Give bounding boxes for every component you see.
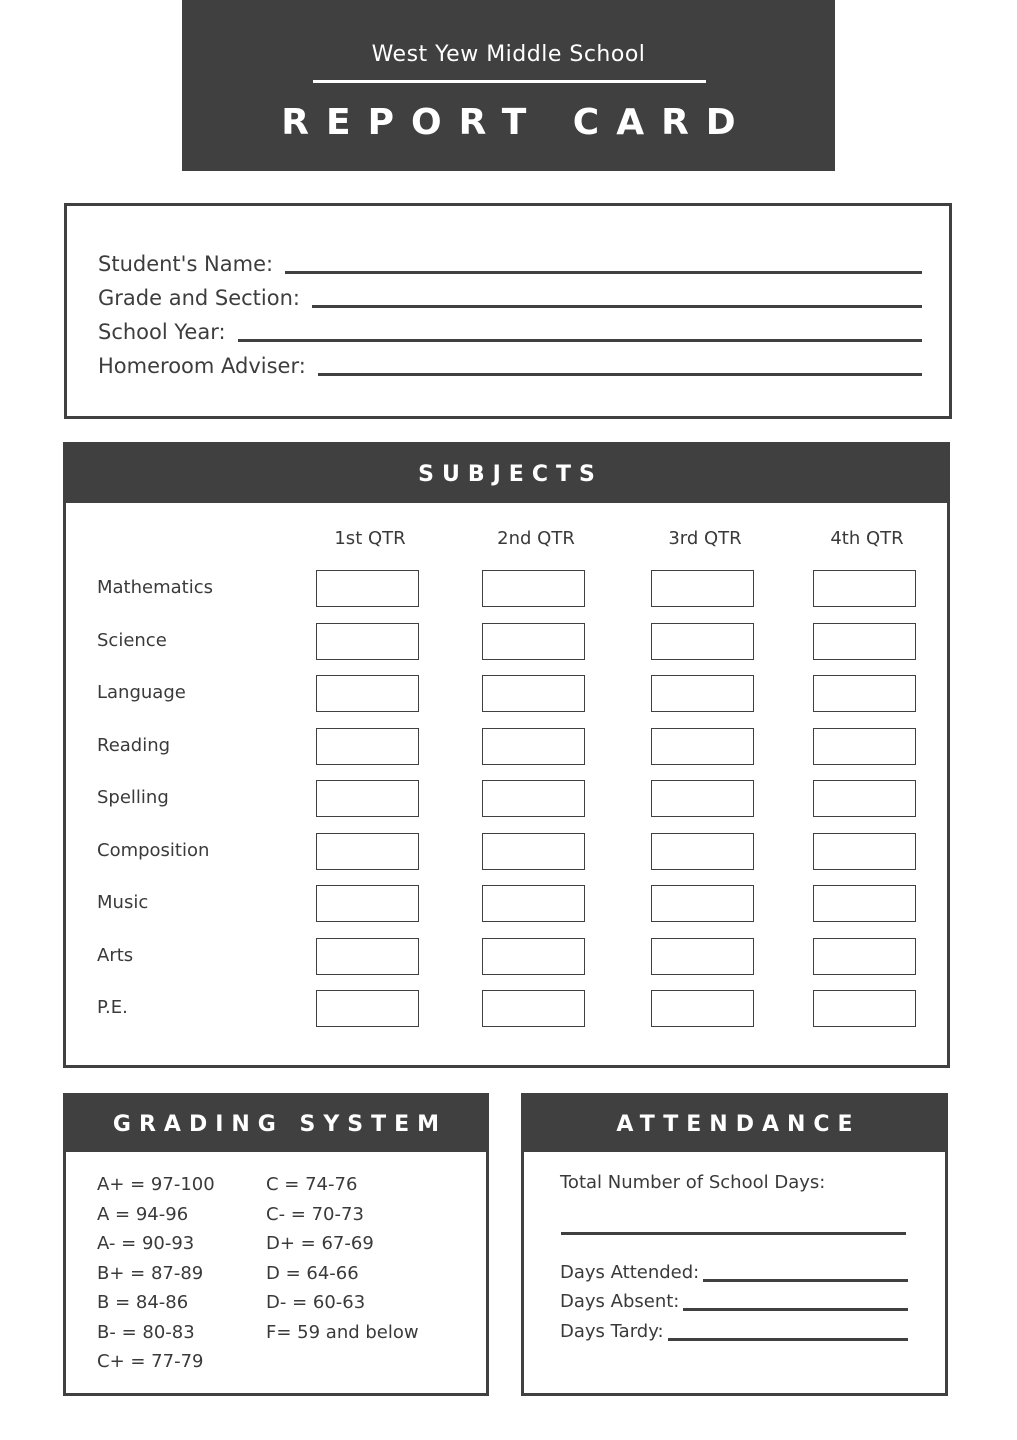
grade-box-science-q4[interactable] — [813, 623, 916, 660]
header-divider — [313, 80, 706, 83]
grade-box-reading-q3[interactable] — [651, 728, 754, 765]
subject-label-spelling: Spelling — [97, 787, 169, 808]
grade-box-science-q1[interactable] — [316, 623, 419, 660]
days-tardy-field[interactable] — [668, 1338, 908, 1341]
grade-box-mathematics-q1[interactable] — [316, 570, 419, 607]
subject-label-arts: Arts — [97, 944, 134, 966]
school-year-row — [98, 314, 922, 344]
grade-box-p-e-q2[interactable] — [482, 990, 585, 1027]
grade-box-arts-q2[interactable] — [482, 938, 585, 975]
grade-box-science-q3[interactable] — [651, 623, 754, 660]
subject-label-p-e: P.E. — [97, 997, 128, 1018]
grade-box-mathematics-q4[interactable] — [813, 570, 916, 607]
grade-box-spelling-q3[interactable] — [651, 780, 754, 817]
grade-box-music-q4[interactable] — [813, 885, 916, 922]
grade-box-spelling-q2[interactable] — [482, 780, 585, 817]
column-header-4th-qtr: 4th QTR — [830, 528, 904, 549]
grade-scale-entry: D- = 60-63 — [266, 1292, 366, 1313]
grade-scale-entry: C+ = 77-79 — [97, 1351, 204, 1372]
grade-box-language-q3[interactable] — [651, 675, 754, 712]
subjects-heading: SUBJECTS — [66, 445, 947, 503]
subject-label-language: Language — [97, 682, 186, 703]
grading-scale-left-column — [97, 1170, 215, 1377]
grade-scale-entry: A = 94-96 — [97, 1203, 189, 1225]
grade-box-composition-q4[interactable] — [813, 833, 916, 870]
attendance-panel — [521, 1093, 948, 1396]
grading-scale-right-column — [266, 1170, 419, 1347]
attendance-heading: ATTENDANCE — [524, 1096, 945, 1152]
subject-label-music: Music — [97, 892, 149, 913]
grade-box-language-q1[interactable] — [316, 675, 419, 712]
grade-box-p-e-q3[interactable] — [651, 990, 754, 1027]
grade-box-mathematics-q2[interactable] — [482, 570, 585, 607]
grade-section-label: Grade and Section: — [98, 286, 300, 310]
grade-box-p-e-q1[interactable] — [316, 990, 419, 1027]
student-name-field[interactable] — [285, 271, 922, 274]
grading-system-heading: GRADING SYSTEM — [66, 1096, 486, 1152]
total-school-days-label: Total Number of School Days: — [560, 1172, 826, 1193]
school-name: West Yew Middle School — [371, 42, 646, 67]
column-header-2nd-qtr: 2nd QTR — [497, 528, 575, 549]
homeroom-adviser-row — [98, 348, 922, 378]
school-year-field[interactable] — [238, 339, 922, 342]
grade-section-field[interactable] — [312, 305, 922, 308]
homeroom-adviser-label: Homeroom Adviser: — [98, 354, 306, 378]
page-title: REPORT CARD — [281, 102, 753, 143]
grade-scale-entry: F= 59 and below — [266, 1321, 419, 1343]
subject-label-science: Science — [97, 629, 167, 651]
grade-scale-entry: D+ = 67-69 — [266, 1233, 374, 1254]
days-absent-field[interactable] — [683, 1308, 908, 1311]
grade-box-music-q2[interactable] — [482, 885, 585, 922]
subject-label-reading: Reading — [97, 734, 171, 756]
days-attended-row — [560, 1260, 908, 1284]
grade-box-language-q4[interactable] — [813, 675, 916, 712]
grade-section-row — [98, 280, 922, 310]
grade-box-p-e-q4[interactable] — [813, 990, 916, 1027]
days-absent-label: Days Absent: — [560, 1291, 680, 1312]
grade-box-composition-q2[interactable] — [482, 833, 585, 870]
grade-box-arts-q3[interactable] — [651, 938, 754, 975]
grade-box-composition-q1[interactable] — [316, 833, 419, 870]
grade-box-music-q1[interactable] — [316, 885, 419, 922]
grade-box-science-q2[interactable] — [482, 623, 585, 660]
grade-box-spelling-q1[interactable] — [316, 780, 419, 817]
grade-scale-entry: B = 84-86 — [97, 1292, 189, 1313]
grade-box-language-q2[interactable] — [482, 675, 585, 712]
grade-scale-entry: B+ = 87-89 — [97, 1262, 204, 1284]
days-attended-label: Days Attended: — [560, 1262, 700, 1283]
student-name-row — [98, 246, 922, 276]
grade-box-reading-q4[interactable] — [813, 728, 916, 765]
subjects-panel — [63, 442, 950, 1068]
grade-box-spelling-q4[interactable] — [813, 780, 916, 817]
grade-box-composition-q3[interactable] — [651, 833, 754, 870]
grade-scale-entry: B- = 80-83 — [97, 1321, 195, 1343]
report-card-header — [182, 0, 835, 171]
subject-label-mathematics: Mathematics — [97, 577, 213, 598]
days-tardy-row — [560, 1319, 908, 1343]
grade-box-arts-q1[interactable] — [316, 938, 419, 975]
school-year-label: School Year: — [98, 320, 226, 344]
student-info-box — [64, 203, 952, 419]
grading-system-panel — [63, 1093, 489, 1396]
grade-scale-entry: C = 74-76 — [266, 1174, 358, 1195]
student-name-label: Student's Name: — [98, 252, 274, 276]
column-header-1st-qtr: 1st QTR — [334, 528, 406, 549]
days-tardy-label: Days Tardy: — [560, 1321, 664, 1342]
subject-label-composition: Composition — [97, 839, 210, 861]
grade-scale-entry: C- = 70-73 — [266, 1203, 364, 1225]
grade-box-reading-q2[interactable] — [482, 728, 585, 765]
grade-box-reading-q1[interactable] — [316, 728, 419, 765]
total-school-days-field[interactable] — [561, 1232, 906, 1235]
grade-box-music-q3[interactable] — [651, 885, 754, 922]
days-attended-field[interactable] — [703, 1279, 908, 1282]
homeroom-adviser-field[interactable] — [318, 373, 922, 376]
grade-scale-entry: A- = 90-93 — [97, 1233, 195, 1254]
days-absent-row — [560, 1289, 908, 1313]
grade-box-arts-q4[interactable] — [813, 938, 916, 975]
column-header-3rd-qtr: 3rd QTR — [668, 528, 742, 549]
grade-box-mathematics-q3[interactable] — [651, 570, 754, 607]
grade-scale-entry: D = 64-66 — [266, 1262, 359, 1284]
grade-scale-entry: A+ = 97-100 — [97, 1174, 215, 1195]
